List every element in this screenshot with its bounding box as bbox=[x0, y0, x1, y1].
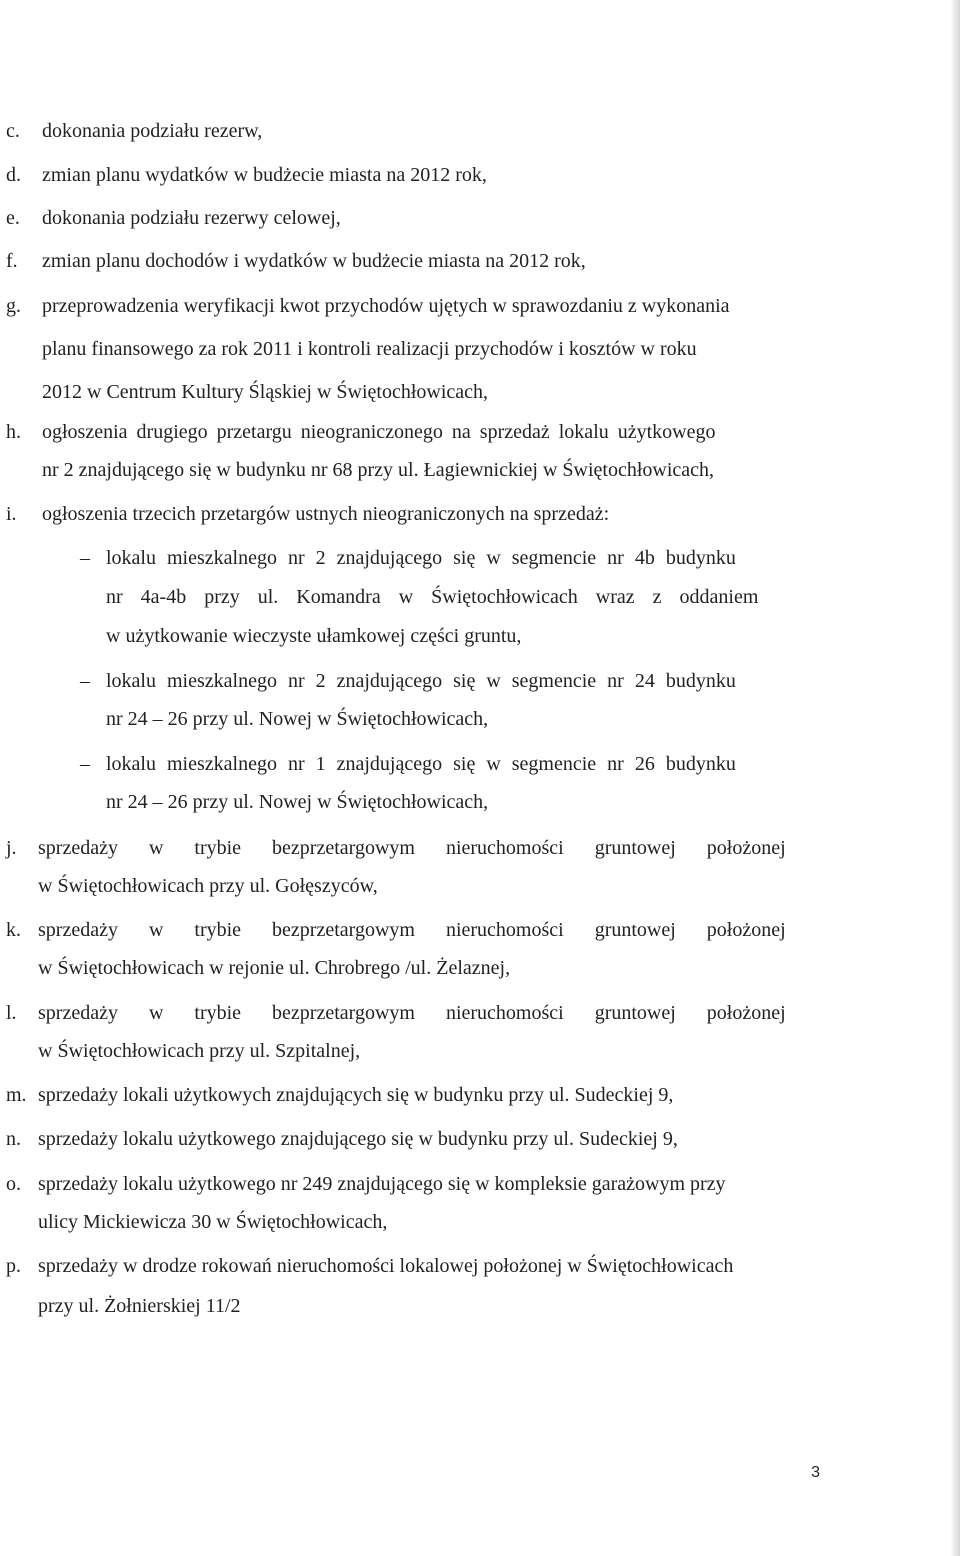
list-letter: g. bbox=[6, 295, 21, 317]
sub-text: nr 24 – 26 przy ul. Nowej w Świętochłowicach, bbox=[106, 791, 489, 813]
list-text bbox=[42, 296, 824, 316]
sub-text: nr 4a-4b przy ul. Komandra w Świętochłowicach wraz z oddaniem bbox=[106, 586, 759, 608]
list-text: ulicy Mickiewicza 30 w Świętochłowicach, bbox=[38, 1211, 388, 1233]
list-letter: o. bbox=[6, 1173, 21, 1195]
list-letter: m. bbox=[6, 1084, 27, 1106]
list-letter: f. bbox=[6, 250, 18, 272]
list-text: ogłoszenia drugiego przetargu nieograniczonego na sprzedaż lokalu użytkowego bbox=[42, 421, 716, 443]
page-number: 3 bbox=[811, 1464, 820, 1481]
list-letter: k. bbox=[6, 919, 21, 941]
list-letter: e. bbox=[6, 207, 20, 229]
list-text: 2012 w Centrum Kultury Śląskiej w Świętochłowicach, bbox=[42, 381, 489, 403]
list-text: sprzedaży lokalu użytkowego nr 249 znajdującego się w kompleksie garażowym przy bbox=[38, 1173, 726, 1195]
list-letter: h. bbox=[6, 421, 21, 443]
list-text: sprzedaży lokali użytkowych znajdujących się w budynku przy ul. Sudeckiej 9, bbox=[38, 1084, 674, 1106]
dash-bullet: – bbox=[80, 547, 90, 569]
sub-text: nr 24 – 26 przy ul. Nowej w Świętochłowicach, bbox=[106, 708, 489, 730]
list-letter: c. bbox=[6, 120, 20, 142]
list-text: zmian planu dochodów i wydatków w budżecie miasta na 2012 rok, bbox=[42, 250, 586, 272]
list-text: sprzedaży w drodze rokowań nieruchomości lokalowej położonej w Świętochłowicach bbox=[38, 1255, 734, 1277]
list-text: w Świętochłowicach przy ul. Szpitalnej, bbox=[38, 1040, 361, 1062]
list-letter: p. bbox=[6, 1255, 21, 1277]
list-text: w Świętochłowicach w rejonie ul. Chrobrego /ul. Żelaznej, bbox=[38, 957, 511, 979]
sub-text: lokalu mieszkalnego nr 2 znajdującego się w segmencie nr 24 budynku bbox=[106, 670, 736, 692]
list-text: przy ul. Żołnierskiej 11/2 bbox=[38, 1295, 241, 1317]
list-text: sprzedaży w trybie bezprzetargowym nieruchomości gruntowej położonej bbox=[38, 1002, 786, 1024]
list-text: nr 2 znajdującego się w budynku nr 68 przy ul. Łagiewnickiej w Świętochłowicach, bbox=[42, 459, 715, 481]
list-letter: j. bbox=[6, 837, 17, 859]
list-text: dokonania podziału rezerw, bbox=[42, 120, 263, 142]
sub-text: w użytkowanie wieczyste ułamkowej części gruntu, bbox=[106, 625, 522, 647]
list-text: zmian planu wydatków w budżecie miasta na 2012 rok, bbox=[42, 164, 487, 186]
list-letter: i. bbox=[6, 503, 17, 525]
list-text: sprzedaży lokalu użytkowego znajdującego się w budynku przy ul. Sudeckiej 9, bbox=[38, 1128, 678, 1150]
scan-edge bbox=[950, 0, 960, 1556]
list-text: dokonania podziału rezerwy celowej, bbox=[42, 207, 341, 229]
list-text: w Świętochłowicach przy ul. Gołęszyców, bbox=[38, 875, 378, 897]
list-text-line: przeprowadzenia weryfikacji kwot przychodów ujętych w sprawozdaniu z wykonania bbox=[42, 295, 730, 317]
list-letter: l. bbox=[6, 1002, 17, 1024]
list-letter: d. bbox=[6, 164, 21, 186]
dash-bullet: – bbox=[80, 753, 90, 775]
dash-bullet: – bbox=[80, 670, 90, 692]
list-text: sprzedaży w trybie bezprzetargowym nieruchomości gruntowej położonej bbox=[38, 919, 786, 941]
sub-text: lokalu mieszkalnego nr 1 znajdującego się w segmencie nr 26 budynku bbox=[106, 753, 736, 775]
list-text: ogłoszenia trzecich przetargów ustnych nieograniczonych na sprzedaż: bbox=[42, 503, 610, 525]
sub-text: lokalu mieszkalnego nr 2 znajdującego się w segmencie nr 4b budynku bbox=[106, 547, 736, 569]
list-text: planu finansowego za rok 2011 i kontroli realizacji przychodów i kosztów w roku bbox=[42, 338, 697, 360]
list-letter: n. bbox=[6, 1128, 21, 1150]
list-text: sprzedaży w trybie bezprzetargowym nieruchomości gruntowej położonej bbox=[38, 837, 786, 859]
